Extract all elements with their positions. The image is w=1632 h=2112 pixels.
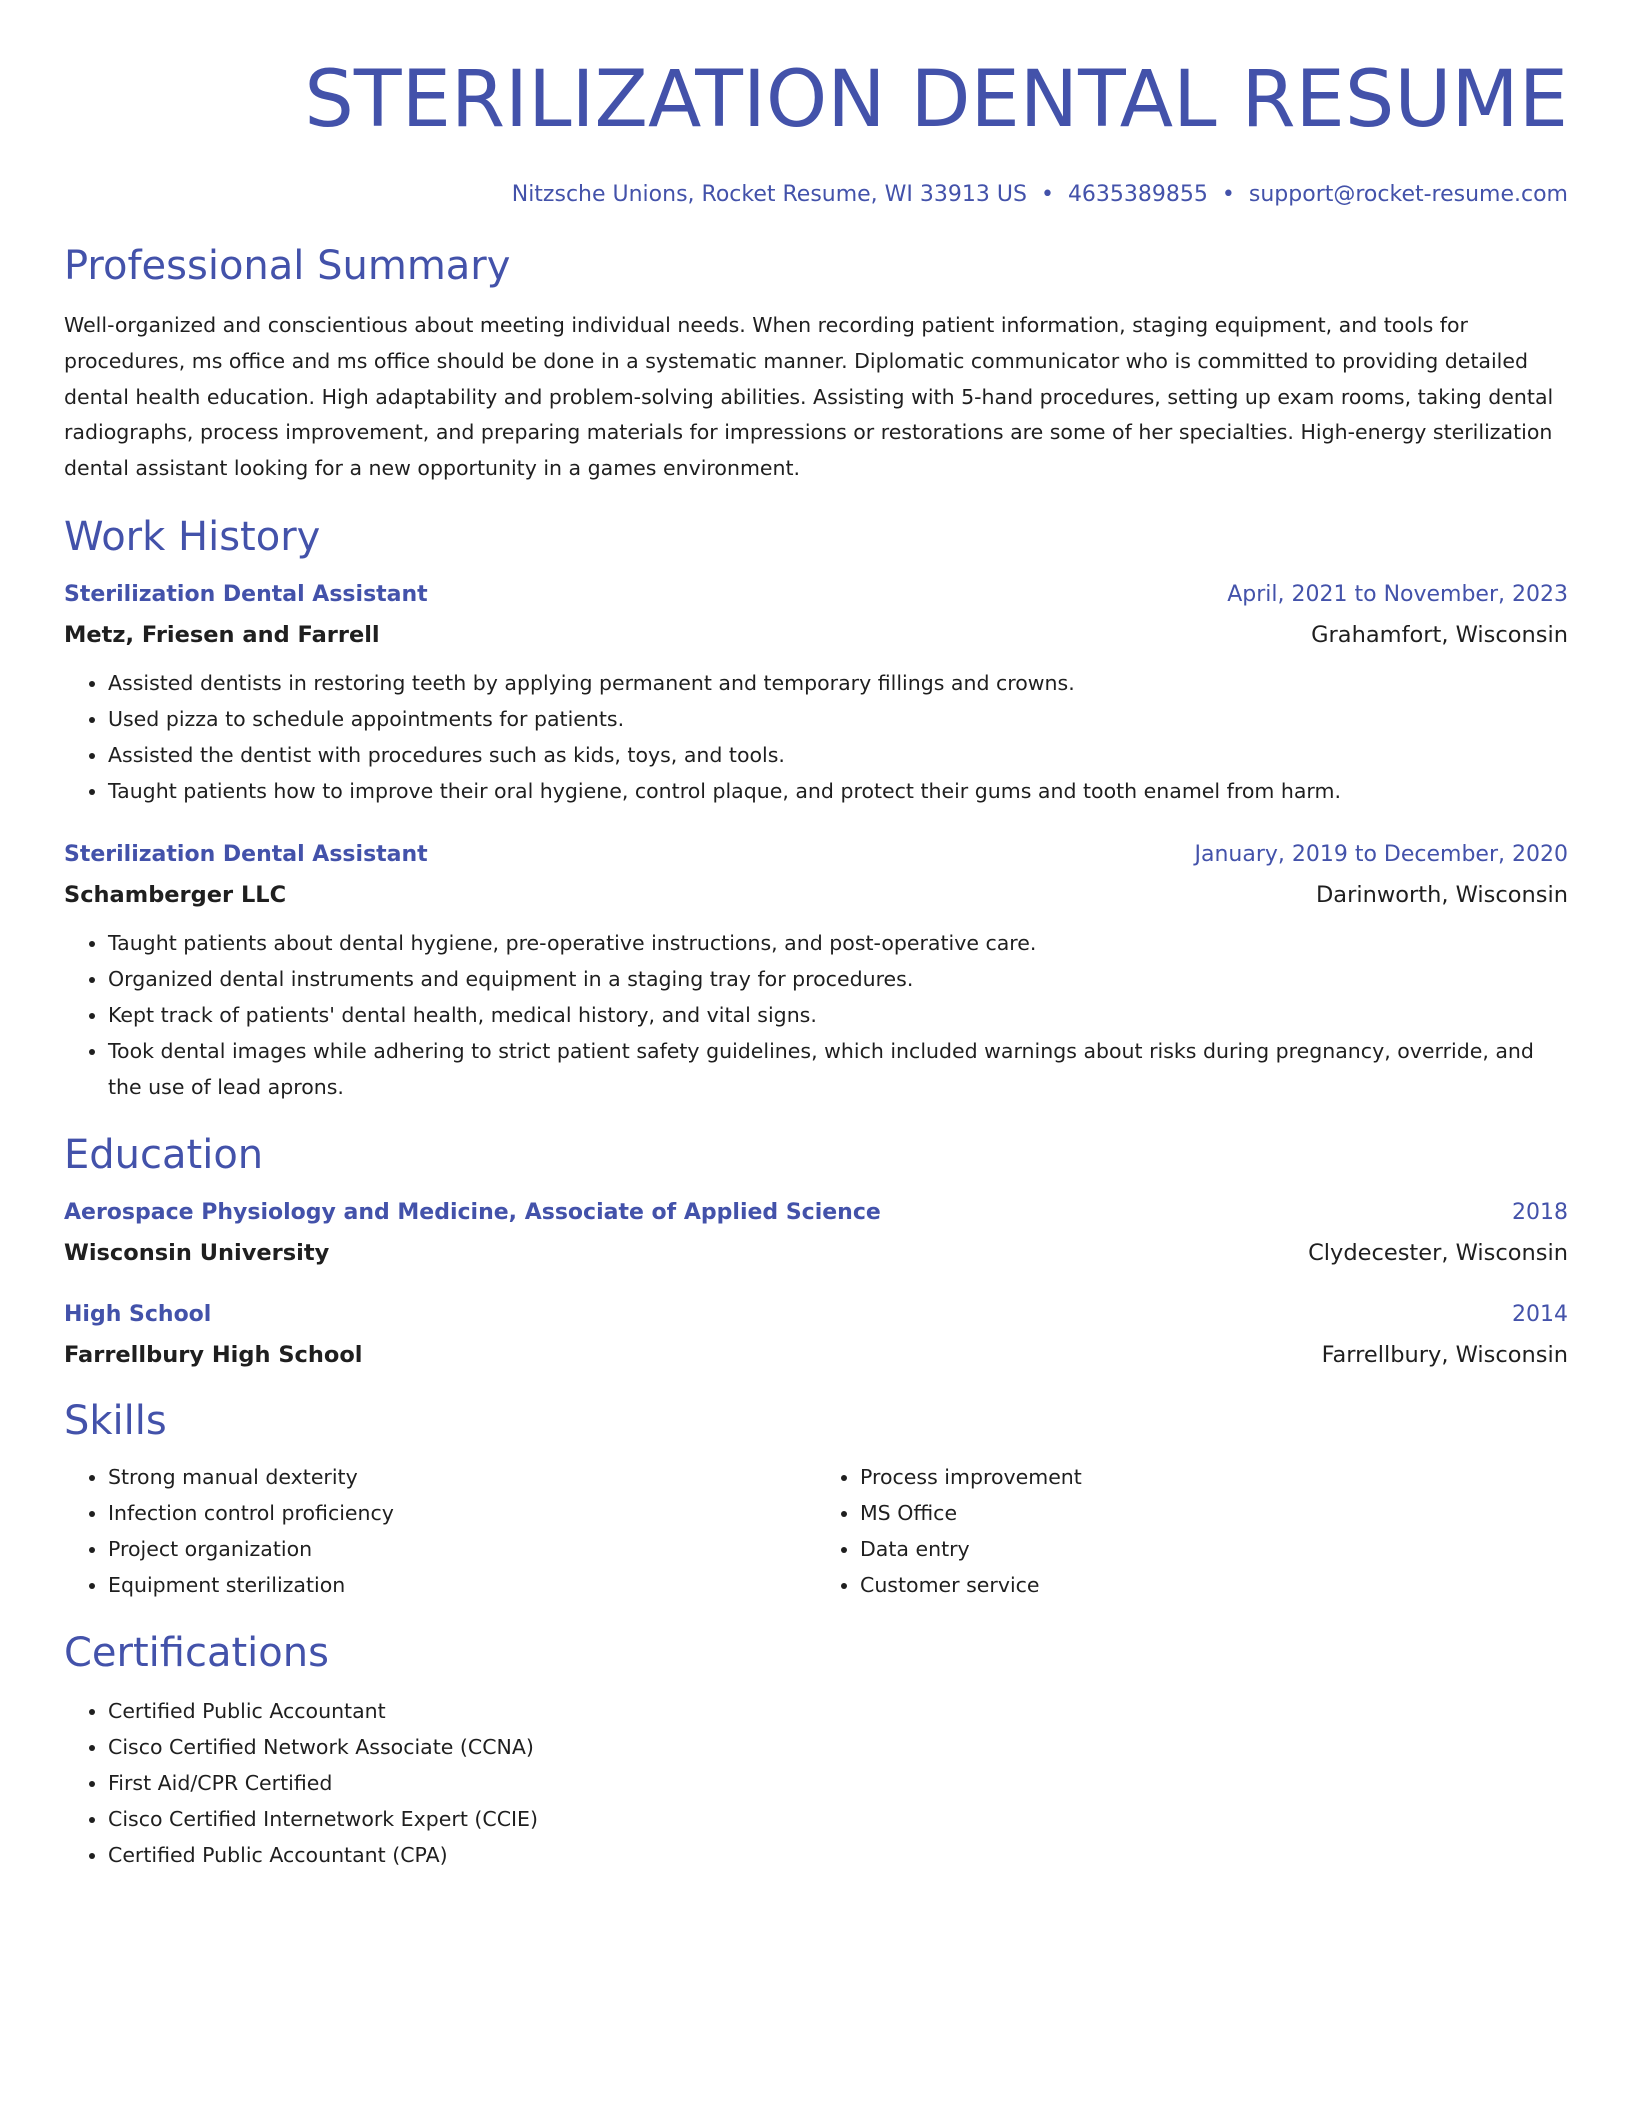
skills-columns xyxy=(64,1459,1568,1603)
skill-item: • Customer service xyxy=(860,1567,1568,1603)
summary-heading: Professional Summary xyxy=(64,243,511,289)
job-duty: • Organized dental instruments and equipment in a staging tray for procedures. xyxy=(108,961,1568,997)
education-location: Farrellbury, Wisconsin xyxy=(1321,1341,1568,1368)
resume-header xyxy=(64,52,1568,210)
certification-item: • Cisco Certified Network Associate (CCNA) xyxy=(108,1729,1568,1765)
education-year: 2014 xyxy=(1512,1301,1568,1327)
skills-list-left xyxy=(64,1459,816,1603)
skill-item: • MS Office xyxy=(860,1495,1568,1531)
job-entry xyxy=(64,839,1568,1105)
education-entry xyxy=(64,1197,1568,1269)
job-duty: • Assisted the dentist with procedures such as kids, toys, and tools. xyxy=(108,737,1568,773)
contact-email: support@rocket-resume.com xyxy=(1248,182,1568,207)
certifications-section xyxy=(64,1627,1568,1873)
contact-separator: • xyxy=(1040,182,1054,207)
education-degree: Aerospace Physiology and Medicine, Associate of Applied Science xyxy=(64,1199,881,1225)
work-history-heading: Work History xyxy=(64,513,321,560)
skill-item: • Data entry xyxy=(860,1531,1568,1567)
education-school: Farrellbury High School xyxy=(64,1341,363,1368)
job-duty: • Taught patients about dental hygiene, pre-operative instructions, and post-operative care. xyxy=(108,925,1568,961)
education-section xyxy=(64,1129,1568,1371)
education-school: Wisconsin University xyxy=(64,1239,330,1266)
certification-item: • Certified Public Accountant xyxy=(108,1693,1568,1729)
contact-line xyxy=(64,180,1568,210)
job-duty: • Used pizza to schedule appointments for patients. xyxy=(108,701,1568,737)
contact-address: Nitzsche Unions, Rocket Resume, WI 33913 US xyxy=(511,182,1027,207)
certifications-heading: Certifications xyxy=(64,1629,329,1676)
education-entry xyxy=(64,1299,1568,1371)
job-title: Sterilization Dental Assistant xyxy=(64,581,428,607)
skill-item: • Infection control proficiency xyxy=(108,1495,816,1531)
job-entry xyxy=(64,579,1568,809)
job-duty: • Took dental images while adhering to strict patient safety guidelines, which included warnings about risks during pregnancy, override, and the use of lead aprons. xyxy=(108,1033,1568,1105)
summary-section xyxy=(64,240,1568,487)
skill-item: • Project organization xyxy=(108,1531,816,1567)
job-duty: • Kept track of patients' dental health, medical history, and vital signs. xyxy=(108,997,1568,1033)
job-duty: • Assisted dentists in restoring teeth by applying permanent and temporary fillings and crowns. xyxy=(108,665,1568,701)
job-location: Grahamfort, Wisconsin xyxy=(1311,621,1568,648)
certifications-list xyxy=(64,1693,1568,1873)
resume-name: STERILIZATION DENTAL RESUME xyxy=(304,55,1568,145)
skill-item: • Process improvement xyxy=(860,1459,1568,1495)
job-company: Schamberger LLC xyxy=(64,881,287,908)
work-history-section xyxy=(64,511,1568,1105)
education-year: 2018 xyxy=(1512,1199,1568,1225)
education-location: Clydecester, Wisconsin xyxy=(1308,1239,1568,1266)
job-dates: January, 2019 to December, 2020 xyxy=(1194,841,1568,867)
job-duties xyxy=(64,925,1568,1105)
education-heading: Education xyxy=(64,1131,264,1178)
contact-separator: • xyxy=(1221,182,1235,207)
job-dates: April, 2021 to November, 2023 xyxy=(1227,581,1568,607)
skill-item: • Equipment sterilization xyxy=(108,1567,816,1603)
skills-section xyxy=(64,1395,1568,1603)
skills-list-right xyxy=(816,1459,1568,1603)
skill-item: • Strong manual dexterity xyxy=(108,1459,816,1495)
summary-text: Well-organized and conscientious about meeting individual needs. When recording patient information, staging equipment, and tools for procedures, ms office and ms office should be done in a systematic manner. Diplomatic communicator who is committed to providing detailed dental health education. High adaptability and problem-solving abilities. Assisting with 5-hand procedures, setting up exam rooms, taking dental radiographs, process improvement, and preparing materials for impressions or restorations are some of her specialties. High-energy sterilization dental assistant looking for a new opportunity in a games environment. xyxy=(64,313,1554,481)
certification-item: • Certified Public Accountant (CPA) xyxy=(108,1837,1568,1873)
job-title: Sterilization Dental Assistant xyxy=(64,841,428,867)
job-location: Darinworth, Wisconsin xyxy=(1315,881,1568,908)
contact-phone: 4635389855 xyxy=(1067,182,1208,207)
certification-item: • First Aid/CPR Certified xyxy=(108,1765,1568,1801)
job-duties xyxy=(64,665,1568,809)
education-degree: High School xyxy=(64,1301,212,1327)
skills-heading: Skills xyxy=(64,1397,167,1444)
job-company: Metz, Friesen and Farrell xyxy=(64,621,380,648)
job-duty: • Taught patients how to improve their oral hygiene, control plaque, and protect their gums and tooth enamel from harm. xyxy=(108,773,1568,809)
certification-item: • Cisco Certified Internetwork Expert (CCIE) xyxy=(108,1801,1568,1837)
